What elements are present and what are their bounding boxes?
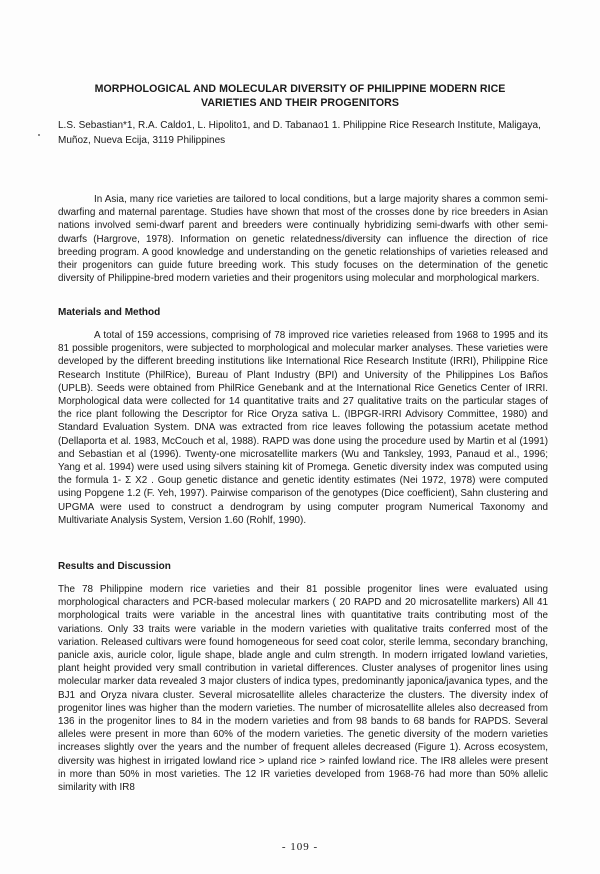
results-heading: Results and Discussion — [58, 561, 171, 572]
margin-mark — [38, 134, 40, 136]
results-paragraph: The 78 Philippine modern rice varieties and their 81 possible progenitor lines were evaluated using morphological characters and PCR-based molecular markers ( 20 RAPD and 20 microsatellite markers) All 41 morphological traits were variable in the ancestral lines with quantitative traits contributing most of the variations. Only 33 traits were variable in the modern varieties with qualitative traits conferred most of the variation. Released cultivars were found homogeneous for seed coat color, sterile lemma, secondary branching, panicle axis, auricle color, ligule shape, blade angle and culm strength. In modern irrigated lowland varieties, plant height provided very small contribution in varietal differences. Cluster analyses of progenitor lines using molecular marker data revealed 3 major clusters of indica types, predominantly japonica/javanica types, and the BJ1 and Oryza nivara cluster. Several microsatellite alleles characterize the clusters. The diversity index of progenitor lines was higher than the modern varieties. The number of microsatellite alleles also decreased from 136 in the progenitor lines to 84 in the modern varieties and from 98 bands to 68 bands for RAPDS. Several alleles were present in more than 60% of the modern varieties. The genetic diversity of the modern varieties increases slightly over the years and the number of frequent alleles decreased (Figure 1). Across ecosystem, diversity was highest in irrigated lowland rice > upland rice > rainfed lowland rice. The IR8 alleles were present in more than 50% in most varieties. The 12 IR varieties developed from 1968-76 had more than 50% allelic similarity with IR8 — [58, 584, 548, 794]
materials-paragraph: A total of 159 accessions, comprising of 78 improved rice varieties released from 1968 to 1995 and its 81 possible progenitors, were subjected to morphological and molecular marker analyses. These varieties were developed by the different breeding institutions like International Rice Research Institute (IRRI), Philippine Rice Research Institute (PhilRice), Bureau of Plant Industry (BPI) and University of the Philippines Los Baños (UPLB). Seeds were obtained from PhilRice Genebank and at the International Rice Genetics Center of IRRI. Morphological data were collected for 14 quantitative traits and 27 qualitative traits on the particular stages of the rice plant following the Descriptor for Rice Oryza sativa L. (IBPGR-IRRI Advisory Committee, 1980) and Standard Evaluation System. DNA was extracted from rice leaves following the potassium acetate method (Dellaporta et al. 1983, McCouch et al, 1988). RAPD was done using the procedure used by Martin et al (1991) and Sebastian et al (1996). Twenty-one microsatellite markers (Wu and Tanksley, 1993, Panaud et al., 1996; Yang et al. 1994) were used using silvers staining kit of Promega. Genetic diversity index was computed using the formula 1- Σ X2 . Goup genetic distance and genetic identity estimates (Nei 1972, 1978) were computed using Popgene 1.2 (F. Yeh, 1997). Pairwise comparison of the genotypes (Dice coefficient), Sahn clustering and UPGMA were used to construct a dendrogram by using computer program Numerical Taxonomy and Multivariate Analysis System, Version 1.60 (Rohlf, 1990). — [58, 330, 548, 526]
author-affiliation: L.S. Sebastian*1, R.A. Caldo1, L. Hipolito1, and D. Tabanao1 1. Philippine Rice Research Institute, Maligaya, Muñoz, Nueva Ecija, 3119 Philippines — [58, 120, 541, 146]
introduction-paragraph: In Asia, many rice varieties are tailored to local conditions, but a large majority shares a common semi-dwarfing and maternal parentage. Studies have shown that most of the crosses done by rice breeders in Asian nations involved semi-dwarf parent and breeders were continually hybridizing semi-dwarfs with other semi-dwarfs (Hargrove, 1978). Information on genetic relatedness/diversity can influence the direction of rice breeding program. A good knowledge and understanding on the genetic relationships of varieties released and their progenitors can guide future breeding work. This study focuses on the determination of the genetic diversity of Philippine-bred modern varieties and their progenitors using molecular and morphological markers. — [58, 194, 548, 285]
materials-heading: Materials and Method — [58, 307, 161, 318]
title-line-1: MORPHOLOGICAL AND MOLECULAR DIVERSITY OF PHILIPPINE MODERN RICE — [94, 83, 506, 95]
title-line-2: VARIETIES AND THEIR PROGENITORS — [201, 96, 399, 109]
page-number: - 109 - — [281, 841, 319, 853]
paper-title — [70, 83, 530, 110]
